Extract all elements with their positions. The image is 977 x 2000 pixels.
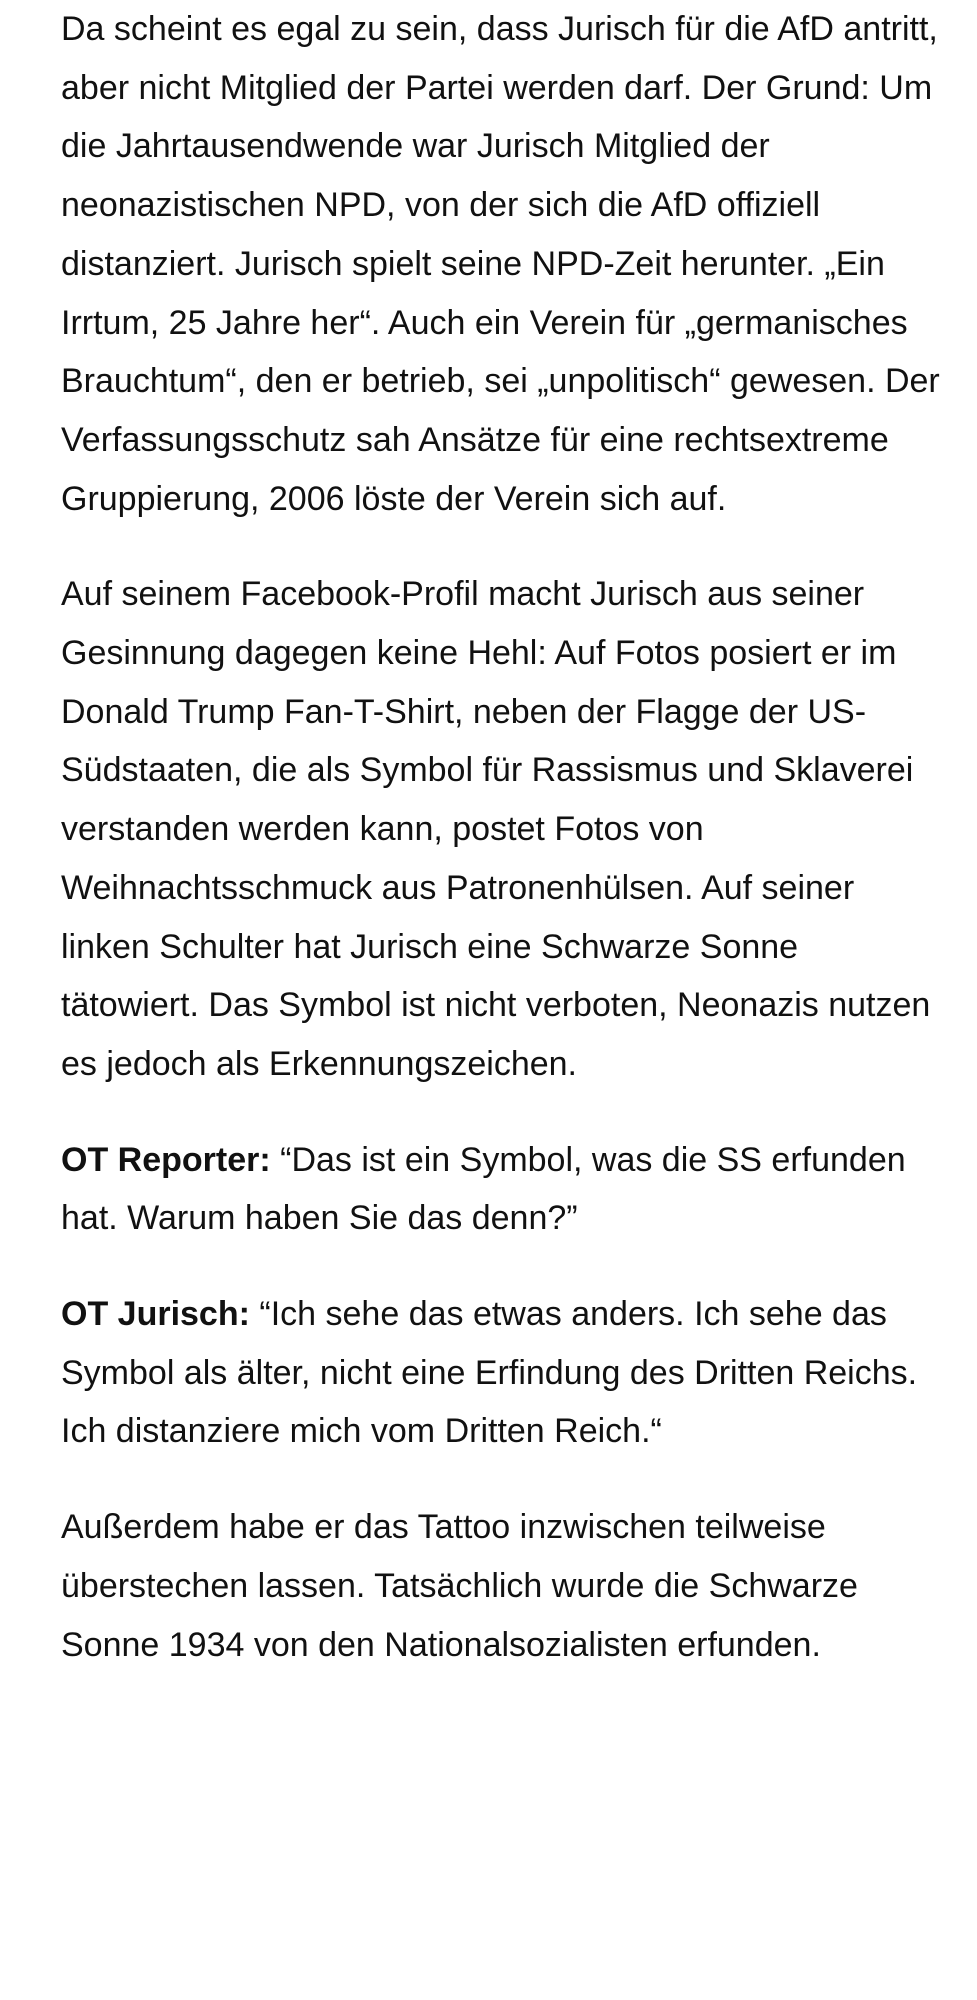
quote-jurisch [61, 1285, 941, 1461]
speaker-label: OT Jurisch: [61, 1295, 250, 1334]
paragraph-text: Da scheint es egal zu sein, dass Jurisch für die AfD antritt, aber nicht Mitglied der Partei werden darf. Der Grund: Um die Jahrtausendwende war Jurisch Mitglied der neonazistischen NPD, von der sich die AfD offiziell distanziert. Jurisch spielt seine NPD-Zeit herunter. „Ein Irrtum, 25 Jahre her“. Auch ein Verein für „germanisches Brauchtum“, den er betrieb, sei „unpolitisch“ gewesen. Der Verfassungsschutz sah Ansätze für eine rechtsextreme Gruppierung, 2006 löste der Verein sich auf. [61, 10, 940, 518]
quote-text: “Ich sehe das etwas anders. Ich sehe das Symbol als älter, nicht eine Erfindung des Dritten Reichs. Ich distanziere mich vom Dritten Reich.“ [61, 1295, 918, 1451]
quote-reporter [61, 1131, 941, 1248]
paragraph-text: Außerdem habe er das Tattoo inzwischen teilweise überstechen lassen. Tatsächlich wurde die Schwarze Sonne 1934 von den Nationalsozialisten erfunden. [61, 1508, 858, 1664]
paragraph-npd-past [61, 0, 941, 528]
speaker-label: OT Reporter: [61, 1140, 271, 1179]
paragraph-tattoo [61, 1498, 941, 1674]
paragraph-facebook-profile [61, 565, 941, 1093]
article-body [61, 0, 941, 1674]
paragraph-text: Auf seinem Facebook-Profil macht Jurisch aus seiner Gesinnung dagegen keine Hehl: Auf Fotos posiert er im Donald Trump Fan-T-Shirt, neben der Flagge der US-Südstaaten, die als Symbol für Rassismus und Sklaverei verstanden werden kann, postet Fotos von Weihnachtsschmuck aus Patronenhülsen. Auf seiner linken Schulter hat Jurisch eine Schwarze Sonne tätowiert. Das Symbol ist nicht verboten, Neonazis nutzen es jedoch als Erkennungszeichen. [61, 575, 931, 1083]
quote-text: “Das ist ein Symbol, was die SS erfunden hat. Warum haben Sie das denn?” [61, 1140, 906, 1238]
